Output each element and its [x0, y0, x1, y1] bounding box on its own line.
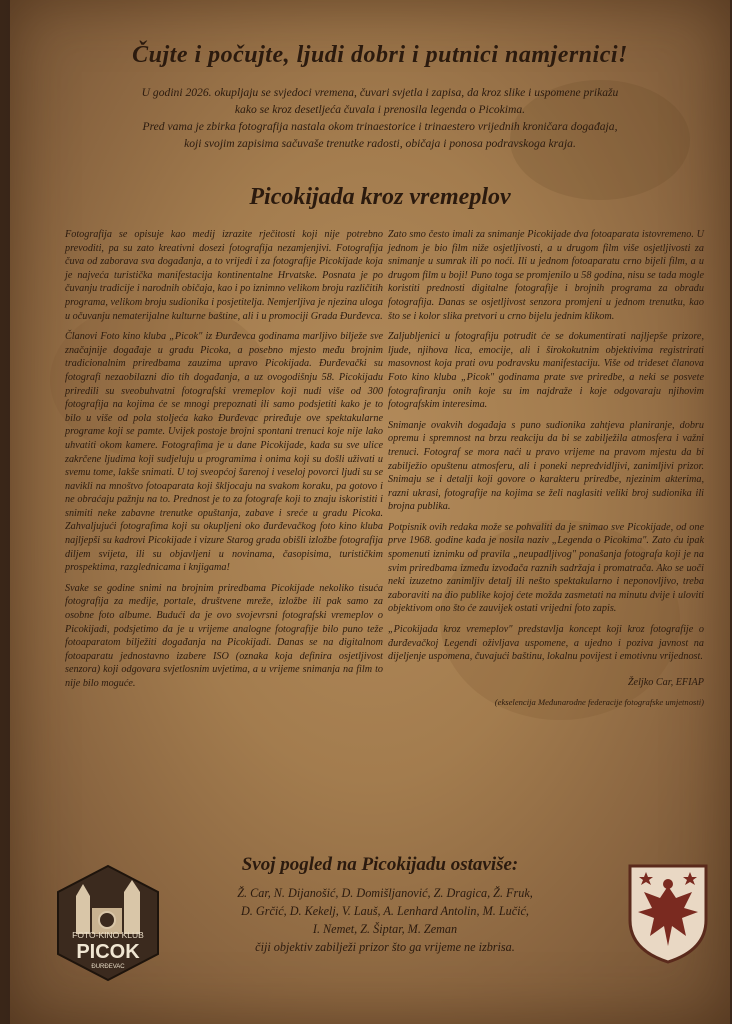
intro-line: U godini 2026. okupljaju se svjedoci vremena, čuvari svjetla i zapisa, da kroz slike i uspomene prikažu [141, 86, 619, 99]
intro-text [50, 84, 710, 152]
paragraph: Zato smo često imali za snimanje Picokijade dva fotoaparata istovremeno. U jednom je bio film niže osjetljivosti, a u drugom film više osjetljivosti za snimanje u sumrak ili po noći. Ili u jednom fotoaparatu crno bijeli film, a u drugom film u boji! Puno toga se promjenilo u 58 godina, nisu se tada mogle koristiti prednosti digitalne fotografije i brojnih programa za obradu fotografija. Danas se osjetljivost senzora promjeni u jednom trenutku, kao što se i kolor slika pretvori u crno bijelu jednim klikom. [388, 229, 704, 322]
right-column [388, 228, 704, 717]
paragraph: Snimanje ovakvih događaja s puno sudionika zahtjeva planiranje, dobru opremu i spremnost na brzu reakciju da bi se zabilježila atmosfera i važni trenuci. Fotograf se mora naći u pravo vrijeme na pravom mjestu da bi zabilježio opuštenu atmosferu, ali i poneki nepredvidljivi, zanimljivi prizor. Snimaju se i detalji koji govore o karakteru priredbe, njezinim akterima, razni ukrasi, fotografije na kojima se želi naglasiti veliki broj sudionika ili brojna publika. [388, 419, 704, 513]
parchment-poster [10, 0, 730, 1024]
logo-top-text: FOTO-KINO KLUB [72, 930, 144, 940]
headline: Čujte i počujte, ljudi dobri i putnici namjernici! [132, 42, 628, 68]
intro-line: Pred vama je zbirka fotografija nastala okom trinaestorice i trinaestero vrijednih kroničara događaja, [142, 120, 618, 133]
names-line: D. Grčić, D. Kekelj, V. Lauš, A. Lenhard Antolin, M. Lučić, [241, 904, 529, 918]
paragraph: Članovi Foto kino kluba „Picok" iz Đurđevca godinama marljivo bilježe sve značajnije događaje u gradu Picoka, a posebno mjesto među brojnim tradicionalnim priredbama zauzima upravo Picokijada. Đurđevački su fotografi nezaobilazni dio tih događanja, a uz ovogodišnju 58. Picokijadu priredili su sveobuhvatni fotografski vremeplov koji nudi više od 300 fotografija na kojima će se mnogi prepoznati ili samo podsjetiti kako je to bilo u više od pola stoljeća kako Đurđevac priređuje ove spektakularne programe koji se pamte. Uvijek postoje brojni spontani trenuci koje nije lako uhvatiti okom kamere. Fotografima je u dane Picokijade, kada su sve ulice zakrčene ljudima koji sudjeluju u programima i onima koji su došli uživati u svemu tome, lakše snimati. U toj sveopćoj šarenoj i veseloj povorci ljudi su se navikli na mnoštvo fotoaparata koji škljocaju na svakom koraku, pa gotovo i ne obraćaju pažnju na to. Prednost je to za fotografe koji to znaju iskoristiti i snimiti neke zabavne trenutke opuštanja, zabave i sreće u gradu Picoka. Zahvaljujući fotografima koji su okupljeni oko đurđevačkog foto kino kluba najljepši su kadrovi Picokijade i vizure Starog grada obišli izložbe fotografija diljem svijeta, ili su objavljeni u novinama, časopisima, turističkim prospektima, razglednicama i knjigama! [65, 331, 383, 574]
names-line: Ž. Car, N. Dijanošić, D. Domišljanović, Z. Dragica, Ž. Fruk, [237, 886, 533, 900]
paragraph: „Picokijada kroz vremeplov" predstavlja koncept koji kroz fotografije o đurđevačkoj Legendi oživljava uspomene, a ujedno i poziva javnost na dijeljenje uspomena, čuvajući baštinu, lokalnu povijest i emotivnu vrijednost. [388, 624, 704, 663]
paragraph: Zaljubljenici u fotografiju potrudit će se dokumentirati najljepše prizore, ljude, njihova lica, emocije, ali i širokokutnim objektivima registrirati masovnost koja prati ovu podravsku manifestaciju. Više od trideset članova Foto kino kluba „Picok" godinama prate sve priredbe, a neki se posvete fotografiranju onih koje su im najdraže i koje odgovaraju njihovim fotografskim interesima. [388, 331, 704, 411]
signature-name: Željko Car, EFIAP [627, 676, 704, 688]
signature-note: (ekselencija Međunarodne federacije fotografske umjetnosti) [494, 697, 704, 708]
paragraph: Fotografija se opisuje kao medij izrazite rječitosti koji nije potrebno prevoditi, pa su zato kreativni dosezi fotografija nezamjenjivi. Fotografija čuva od zaborava sva događanja, a to vrijedi i za fotografije Picokijade koja je najveća turistička manifestacija kontinentalne Hrvatske. Posnata je po čuvanju tradicije i narodnih običaja, kao i po iznimno velikom broju različitih programa, velikom broju sudionika i posjetitelja. Nemjerljiva je njezina uloga u očuvanju nematerijalne kulturne baštine, ali i u promociji Grada Đurđevca. [65, 229, 383, 322]
section-title: Picokijada kroz vremeplov [249, 184, 511, 210]
left-column [65, 228, 383, 698]
logo-place: ĐURĐEVAC [91, 964, 125, 970]
intro-line: koji svojim zapisima sačuvaše trenutke radosti, običaja i ponosa podravskoga kraja. [184, 137, 576, 150]
contributors-names [185, 884, 585, 956]
logo-name: PICOK [76, 941, 140, 963]
coat-of-arms-icon [626, 862, 710, 964]
contributors-title: Svoj pogled na Picokijadu ostaviše: [241, 854, 519, 875]
intro-line: kako se kroz desetljeća čuvala i prenosila legenda o Picokima. [234, 103, 526, 116]
photo-club-logo [54, 862, 162, 982]
paragraph: Svake se godine snimi na brojnim priredbama Picokijade nekoliko tisuća fotografija za medije, portale, društvene mreže, izložbe ili pak samo za osobne foto albume. Budući da je ovo svojevrsni fotografski vremeplov o Picokijadi, podsjetimo da je u vrijeme analogne fotografije bilo puno teže fotoaparatom bilježiti događanja na Picokijadi. Danas se na digitalnom fotoaparatu jednostavno izabere ISO (oznaka koja definira osjetljivost senzora) koji odgovara svjetlosnim uvjetima, a u vrijeme snimanja na film to nije bilo moguće. [65, 582, 383, 689]
paragraph: Potpisnik ovih redaka može se pohvaliti da je snimao sve Picokijade, od one prve 1968. godine kada je nosila naziv „Legenda o Picokima". Zato ću ipak spomenuti iznimku od pravila „neupadljivog" ponašanja fotografa koji je na svim priredbama između izvođača raznih sadržaja i promatrača. Ako se uoči neki izuzetno zanimljiv detalj ili nešto spektakularno i neponovljivo, treba zaboraviti na dio publike kojoj ćete možda zasmetati na minutu dvije i uloviti objektivom ono što će zauvijek ostati vrijedni foto zapis. [388, 521, 704, 615]
names-line: I. Nemet, Z. Šiptar, M. Zeman [312, 922, 458, 936]
names-line: čiji objektiv zabilježi prizor što ga vrijeme ne izbrisa. [255, 940, 515, 954]
